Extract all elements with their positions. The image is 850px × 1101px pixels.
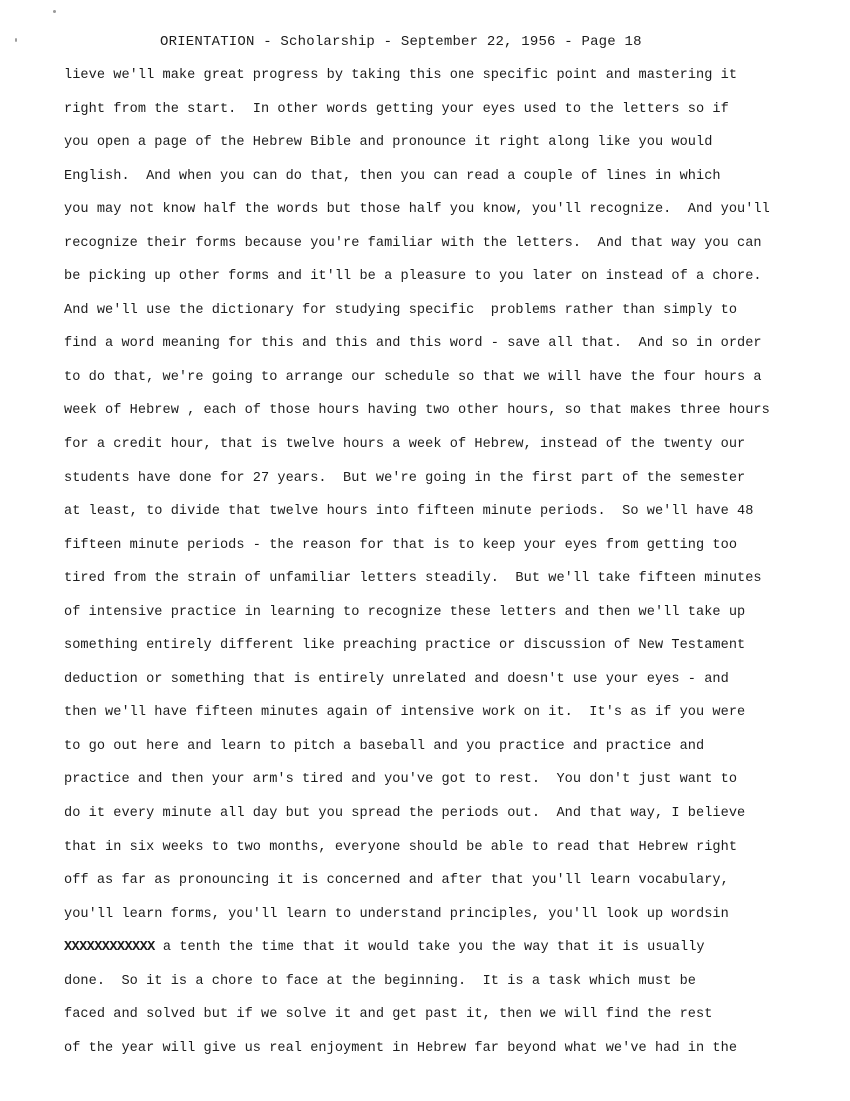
text-line: And we'll use the dictionary for studying specific problems rather than simply to [64, 302, 738, 318]
text-line: faced and solved but if we solve it and get past it, then we will find the rest [64, 1007, 713, 1023]
text-line: tired from the strain of unfamiliar letters steadily. But we'll take fifteen minutes [64, 571, 762, 587]
text-line: right from the start. In other words getting your eyes used to the letters so if [64, 101, 729, 117]
text-line: that in six weeks to two months, everyone should be able to read that Hebrew right [64, 839, 738, 855]
text-line: of intensive practice in learning to recognize these letters and then we'll take up [64, 604, 746, 620]
text-line-struck [64, 936, 844, 970]
body-text [64, 64, 844, 1070]
text-line: deduction or something that is entirely unrelated and doesn't use your eyes - and [64, 671, 729, 687]
text-line: something entirely different like preaching practice or discussion of New Testament [64, 638, 746, 654]
text-line: for a credit hour, that is twelve hours a week of Hebrew, instead of the twenty our [64, 437, 746, 453]
text-line: week of Hebrew , each of those hours having two other hours, so that makes three hours [64, 403, 770, 419]
text-line: find a word meaning for this and this and this word - save all that. And so in order [64, 336, 762, 352]
text-line: English. And when you can do that, then you can read a couple of lines in which [64, 168, 721, 184]
page-header: ORIENTATION - Scholarship - September 22, 1956 - Page 18 [160, 34, 642, 50]
text-line: done. So it is a chore to face at the beginning. It is a task which must be [64, 973, 696, 989]
text-line: practice and then your arm's tired and you've got to rest. You don't just want to [64, 772, 738, 788]
text-line: do it every minute all day but you spread the periods out. And that way, I believe [64, 806, 746, 822]
text-line: you may not know half the words but those half you know, you'll recognize. And you'll [64, 202, 770, 218]
text-line: fifteen minute periods - the reason for that is to keep your eyes from getting too [64, 537, 738, 553]
text-line: of the year will give us real enjoyment in Hebrew far beyond what we've had in the [64, 1040, 738, 1056]
text-line: to go out here and learn to pitch a baseball and you practice and practice and [64, 738, 705, 754]
text-line: recognize their forms because you're familiar with the letters. And that way you can [64, 235, 762, 251]
text-line: students have done for 27 years. But we're going in the first part of the semester [64, 470, 746, 486]
text-line: to do that, we're going to arrange our schedule so that we will have the four hours a [64, 369, 762, 385]
text-line: lieve we'll make great progress by taking this one specific point and mastering it [64, 68, 738, 83]
text-line: you open a page of the Hebrew Bible and pronounce it right along like you would [64, 135, 713, 151]
struck-out-text: XXXXXXXXXXXX [64, 940, 155, 956]
text-line: be picking up other forms and it'll be a pleasure to you later on instead of a chore. [64, 269, 762, 285]
text-line: then we'll have fifteen minutes again of intensive work on it. It's as if you were [64, 705, 746, 721]
text-line: you'll learn forms, you'll learn to understand principles, you'll look up wordsin [64, 906, 729, 922]
struck-line-rest: a tenth the time that it would take you the way that it is usually [154, 940, 705, 956]
ink-speck [53, 10, 56, 13]
text-line: at least, to divide that twelve hours into fifteen minute periods. So we'll have 48 [64, 504, 754, 520]
text-line: off as far as pronouncing it is concerned and after that you'll learn vocabulary, [64, 873, 729, 889]
ink-speck [15, 38, 17, 42]
